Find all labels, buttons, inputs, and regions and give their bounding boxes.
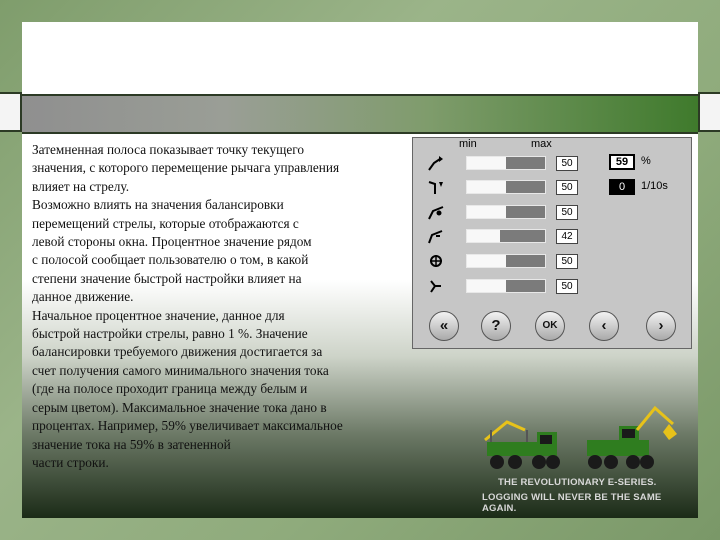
boom-lift-icon xyxy=(427,154,445,172)
grapple-icon xyxy=(427,277,445,295)
text-line: Возможно влиять на значения балансировки xyxy=(32,197,284,213)
back-button[interactable]: « xyxy=(429,311,459,341)
next-button[interactable]: › xyxy=(646,311,676,341)
header-band xyxy=(22,94,698,134)
boom-extend-icon xyxy=(427,203,445,221)
text-line: влияет на стрелу. xyxy=(32,178,130,194)
ramp-unit-label: 1/10s xyxy=(641,180,668,192)
harvester-machine xyxy=(587,408,677,469)
percent-field[interactable]: 50 xyxy=(556,156,578,171)
description-text xyxy=(32,141,412,472)
text-line: степени значение быстрой настройки влияет на xyxy=(32,270,302,286)
text-line: части строки. xyxy=(32,454,109,470)
text-line: с полосой сообщает пользователю о том, в какой xyxy=(32,252,309,268)
band-end-right xyxy=(698,92,720,132)
text-line: значения, с которого перемещение рычага управления xyxy=(32,160,340,176)
band-end-left xyxy=(0,92,22,132)
text-line: счет получения самого минимального значения тока xyxy=(32,362,329,378)
ok-button[interactable]: OK xyxy=(535,311,565,341)
balance-bar[interactable] xyxy=(466,156,546,170)
balance-bar[interactable] xyxy=(466,229,546,243)
min-header: min xyxy=(459,138,477,150)
text-line: левой стороны окна. Процентное значение рядом xyxy=(32,234,312,250)
max-header: max xyxy=(531,138,552,150)
text-line: Начальное процентное значение, данное для xyxy=(32,307,285,323)
help-button[interactable]: ? xyxy=(481,311,511,341)
title-area xyxy=(22,22,698,92)
percent-field[interactable]: 42 xyxy=(556,229,578,244)
boom-lower-icon xyxy=(427,178,445,196)
text-line: (где на полосе проходит граница между белым и xyxy=(32,381,308,397)
bar-fill xyxy=(467,206,506,218)
text-line: значение тока на 59% в затененной xyxy=(32,436,231,452)
text-line: серым цветом). Максимальное значение тока дано в xyxy=(32,399,327,415)
slide xyxy=(22,22,698,518)
percent-unit-label: % xyxy=(641,155,651,167)
ramp-time-field[interactable]: 0 xyxy=(609,179,635,195)
percent-field[interactable]: 50 xyxy=(556,180,578,195)
bar-fill xyxy=(467,280,506,292)
rotator-icon xyxy=(427,252,445,270)
percent-field[interactable]: 50 xyxy=(556,254,578,269)
balance-bar[interactable] xyxy=(466,180,546,194)
percent-field[interactable]: 50 xyxy=(556,279,578,294)
tagline-secondary: LOGGING WILL NEVER BE THE SAME AGAIN. xyxy=(482,492,662,514)
text-line: балансировки требуемого движения достигается за xyxy=(32,344,323,360)
text-line: процентах. Например, 59% увеличивает максимальное xyxy=(32,418,343,434)
bar-fill xyxy=(467,181,506,193)
percent-field[interactable]: 50 xyxy=(556,205,578,220)
bar-fill xyxy=(467,255,506,267)
bar-fill xyxy=(467,157,506,169)
forwarder-machine xyxy=(485,422,560,469)
boom-balance-panel xyxy=(412,137,692,349)
text-line: быстрой настройки стрелы, равно 1 %. Значение xyxy=(32,326,308,342)
tagline-primary: THE REVOLUTIONARY E-SERIES. xyxy=(498,477,657,488)
bar-fill xyxy=(467,230,500,242)
max-current-field[interactable]: 59 xyxy=(609,154,635,170)
balance-bar[interactable] xyxy=(466,205,546,219)
text-line: данное движение. xyxy=(32,289,134,305)
balance-bar[interactable] xyxy=(466,254,546,268)
boom-retract-icon xyxy=(427,227,445,245)
balance-bar[interactable] xyxy=(466,279,546,293)
previous-button[interactable]: ‹ xyxy=(589,311,619,341)
text-line: Затемненная полоса показывает точку текущего xyxy=(32,142,305,157)
text-line: перемещений стрелы, которые отображаются с xyxy=(32,215,299,231)
